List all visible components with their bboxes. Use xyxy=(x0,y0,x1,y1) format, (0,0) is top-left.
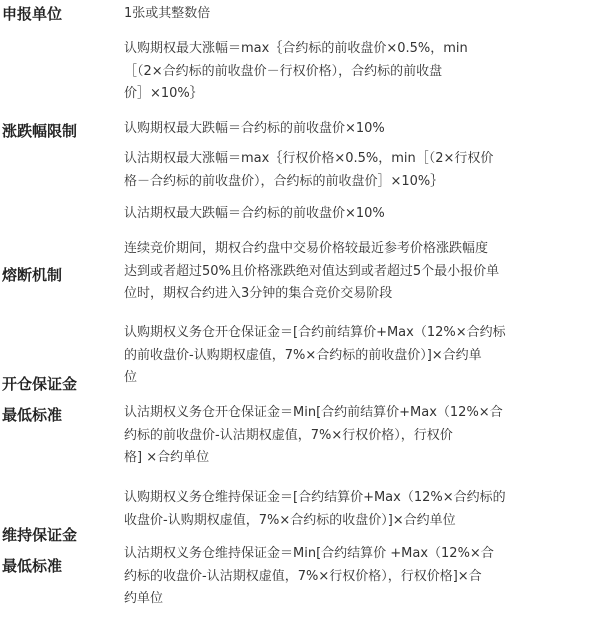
text-line: 认沽期权最大跌幅＝合约标的前收盘价×10% xyxy=(124,206,385,221)
label-circuit-breaker: 熔断机制 xyxy=(2,266,63,284)
text-line: ［（2×合约标的前收盘价－行权价格），合约标的前收盘 xyxy=(124,63,443,79)
label-declaration-unit: 申报单位 xyxy=(2,5,63,23)
label-maint-margin-min: 最低标准 xyxy=(2,557,63,575)
text-put-max-fall xyxy=(124,203,584,226)
label-price-limit: 涨跌幅限制 xyxy=(2,122,78,140)
text-line: 认沽期权最大涨幅＝max｛行权价格×0.5%，min［（2×行权价 xyxy=(124,151,494,166)
text-line: 格] ×合约单位 xyxy=(124,450,210,465)
text-line: 认沽期权义务仓开仓保证金＝Min[合约前结算价+Max（12%×合 xyxy=(124,405,503,420)
text-call-maint-margin xyxy=(124,487,584,532)
text-line: 认购期权最大涨幅＝max｛合约标的前收盘价×0.5%，min xyxy=(124,41,468,56)
text-line: 约标的收盘价-认沽期权虚值，7%×行权价格），行权价格]×合 xyxy=(124,568,482,584)
text-line: 认购期权最大跌幅＝合约标的前收盘价×10% xyxy=(124,121,385,136)
text-line: 认沽期权义务仓维持保证金＝Min[合约结算价 +Max（12%×合 xyxy=(124,546,494,561)
text-call-open-margin xyxy=(124,322,584,390)
text-line: 1张或其整数倍 xyxy=(124,6,211,21)
text-put-max-rise xyxy=(124,148,584,193)
text-line: 认购期权义务仓开仓保证金＝[合约前结算价+Max（12%×合约标 xyxy=(124,325,506,340)
text-line: 收盘价-认购期权虚值，7%×合约标的收盘价）]×合约单位 xyxy=(124,512,456,528)
text-declaration-unit xyxy=(124,3,584,26)
text-line: 达到或者超过50%且价格涨跌绝对值达到或者超过5个最小报价单 xyxy=(124,263,500,279)
text-call-max-rise xyxy=(124,38,584,106)
label-maint-margin: 维持保证金 xyxy=(2,526,78,544)
text-circuit-breaker xyxy=(124,238,584,306)
text-line: 连续竞价期间，期权合约盘中交易价格较最近参考价格涨跌幅度 xyxy=(124,241,489,256)
text-call-max-fall xyxy=(124,118,584,141)
text-line: 约单位 xyxy=(124,591,164,606)
text-line: 位时，期权合约进入3分钟的集合竞价交易阶段 xyxy=(124,286,393,301)
text-line: 格－合约标的前收盘价），合约标的前收盘价］×10%｝ xyxy=(124,173,444,189)
label-open-margin: 开仓保证金 xyxy=(2,375,78,393)
text-line: 认购期权义务仓维持保证金＝[合约结算价+Max（12%×合约标的 xyxy=(124,490,506,505)
text-put-maint-margin xyxy=(124,543,584,611)
text-line: 的前收盘价-认购期权虚值，7%×合约标的前收盘价）]×合约单 xyxy=(124,347,482,363)
text-put-open-margin xyxy=(124,402,584,470)
text-line: 位 xyxy=(124,370,138,385)
text-line: 价］×10%｝ xyxy=(124,86,203,101)
text-line: 约标的前收盘价-认沽期权虚值，7%×行权价格），行权价 xyxy=(124,427,453,443)
label-open-margin-min: 最低标准 xyxy=(2,406,63,424)
